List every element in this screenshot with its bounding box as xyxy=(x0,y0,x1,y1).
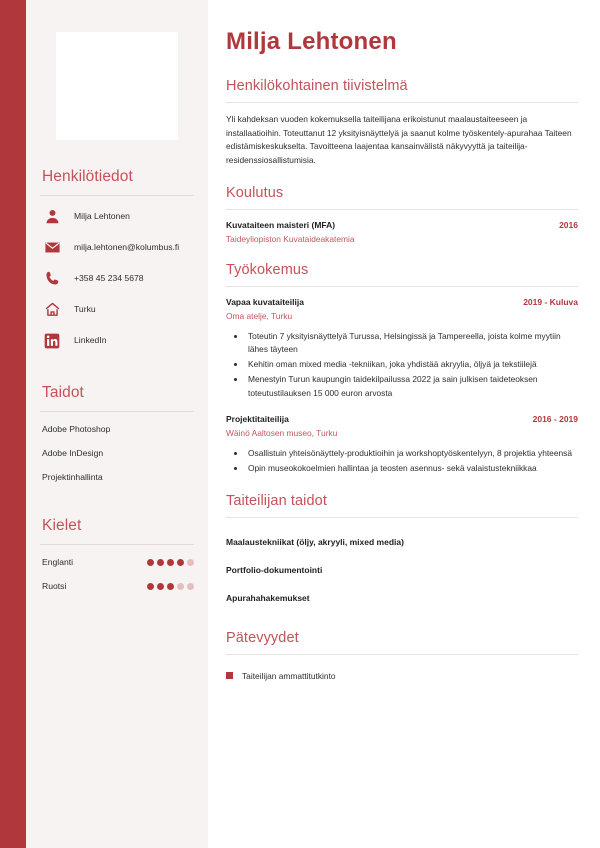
contact-email-text: milja.lehtonen@kolumbus.fi xyxy=(74,242,180,253)
contact-item-location xyxy=(40,294,194,325)
divider xyxy=(226,209,578,210)
experience-date: 2016 - 2019 xyxy=(532,413,578,424)
contact-linkedin-text: LinkedIn xyxy=(74,335,107,346)
experience-employer: Oma atelje, Turku xyxy=(226,311,293,322)
languages-list xyxy=(40,550,194,598)
experience-title: Projektitaiteilija xyxy=(226,413,289,424)
list-item: Apurahahakemukset xyxy=(226,592,310,603)
divider xyxy=(226,517,578,518)
language-name: Englanti xyxy=(42,557,74,567)
list-item: Adobe Photoshop xyxy=(42,424,111,434)
list-item: • Menestyin Turun kaupungin taidekilpailussa 2022 ja sain julkisen taideteoksen toteutustilauksen 15 000 euron arvosta xyxy=(246,373,578,399)
list-item: • Toteutin 7 yksityisnäyttelyä Turussa, Helsingissä ja Tampereella, joista kolme myytiin lähes täyteen xyxy=(246,330,578,356)
education-date: 2016 xyxy=(559,220,578,231)
education-entry xyxy=(226,220,578,244)
section-experience xyxy=(226,262,578,474)
list-item xyxy=(226,665,578,681)
contact-item-email[interactable] xyxy=(40,232,194,263)
list-item: Projektinhallinta xyxy=(42,472,103,482)
education-institution: Taideyliopiston Kuvataideakatemia xyxy=(226,234,355,245)
entry-header xyxy=(226,414,578,424)
language-level-dots xyxy=(147,583,194,590)
section-heading-education: Koulutus xyxy=(226,185,284,202)
entry-header xyxy=(226,297,578,307)
experience-entry xyxy=(226,297,578,399)
divider xyxy=(40,195,194,196)
home-icon xyxy=(42,300,62,320)
divider xyxy=(40,411,194,412)
contact-list xyxy=(40,201,194,356)
sidebar-heading-languages: Kielet xyxy=(42,517,82,534)
profile-photo-placeholder xyxy=(56,32,178,140)
contact-name-text: Milja Lehtonen xyxy=(74,211,130,222)
experience-date: 2019 - Kuluva xyxy=(523,297,578,308)
education-title: Kuvataiteen maisteri (MFA) xyxy=(226,220,336,231)
main-content xyxy=(208,0,600,848)
phone-icon xyxy=(42,269,62,289)
list-item xyxy=(40,550,194,574)
experience-bullets xyxy=(226,330,578,399)
contact-item-phone[interactable] xyxy=(40,263,194,294)
entry-header xyxy=(226,220,578,230)
section-summary xyxy=(226,78,578,167)
section-artist-skills xyxy=(226,493,578,612)
contact-location-text: Turku xyxy=(74,304,96,315)
divider xyxy=(226,102,578,103)
divider xyxy=(226,654,578,655)
section-heading-summary: Henkilökohtainen tiivistelmä xyxy=(226,78,408,94)
sidebar-heading-personal: Henkilötiedot xyxy=(42,168,133,185)
qualification-text: Taiteilijan ammattitutkinto xyxy=(242,670,336,681)
contact-phone-text: +358 45 234 5678 xyxy=(74,273,144,284)
square-bullet-icon xyxy=(226,672,233,679)
sidebar-heading-skills: Taidot xyxy=(42,384,84,401)
linkedin-icon xyxy=(42,331,62,351)
section-heading-qualifications: Pätevyydet xyxy=(226,629,299,646)
experience-employer: Wäinö Aaltosen museo, Turku xyxy=(226,427,338,438)
sidebar xyxy=(26,0,208,848)
list-item: • Opin museokokoelmien hallintaa ja teosten asennus- sekä valaistustekniikkaa xyxy=(246,462,578,475)
language-level-dots xyxy=(147,559,194,566)
language-name: Ruotsi xyxy=(42,581,67,591)
section-qualifications xyxy=(226,630,578,681)
person-icon xyxy=(42,207,62,227)
list-item xyxy=(40,574,194,598)
list-item: • Osallistuin yhteisönäyttely-produktioihin ja workshoptyöskentelyyn, 8 projektia yhteensä xyxy=(246,447,578,460)
contact-item-linkedin[interactable] xyxy=(40,325,194,356)
envelope-icon xyxy=(42,238,62,258)
section-heading-artist-skills: Taiteilijan taidot xyxy=(226,492,327,509)
list-item: • Kehitin oman mixed media -tekniikan, joka yhdistää akryylia, öljyä ja tekstiilejä xyxy=(246,358,578,371)
skills-list xyxy=(40,417,194,489)
list-item: Maalaustekniikat (öljy, akryyli, mixed media) xyxy=(226,536,404,547)
experience-title: Vapaa kuvataiteilija xyxy=(226,297,304,308)
contact-item-name xyxy=(40,201,194,232)
list-item: Adobe InDesign xyxy=(42,448,104,458)
page-title: Milja Lehtonen xyxy=(226,28,397,55)
divider xyxy=(226,286,578,287)
divider xyxy=(40,544,194,545)
summary-text: Yli kahdeksan vuoden kokemuksella taiteilijana erikoistunut maalaustaiteeseen ja installaatioihin. Toteuttanut 12 yksityisnäyttelyä ja saanut kolme työskentely-apurahaa Taiteen edistämiskeskukselta. Tavoitteena laajentaa kansainvälistä näkyvyyttä ja taiteilija-residenssiosallistumisia. xyxy=(226,114,572,165)
section-heading-experience: Työkokemus xyxy=(226,262,309,279)
experience-bullets xyxy=(226,447,578,475)
section-education xyxy=(226,185,578,244)
list-item: Portfolio-dokumentointi xyxy=(226,564,323,575)
left-accent-stripe xyxy=(0,0,26,848)
experience-entry xyxy=(226,414,578,475)
